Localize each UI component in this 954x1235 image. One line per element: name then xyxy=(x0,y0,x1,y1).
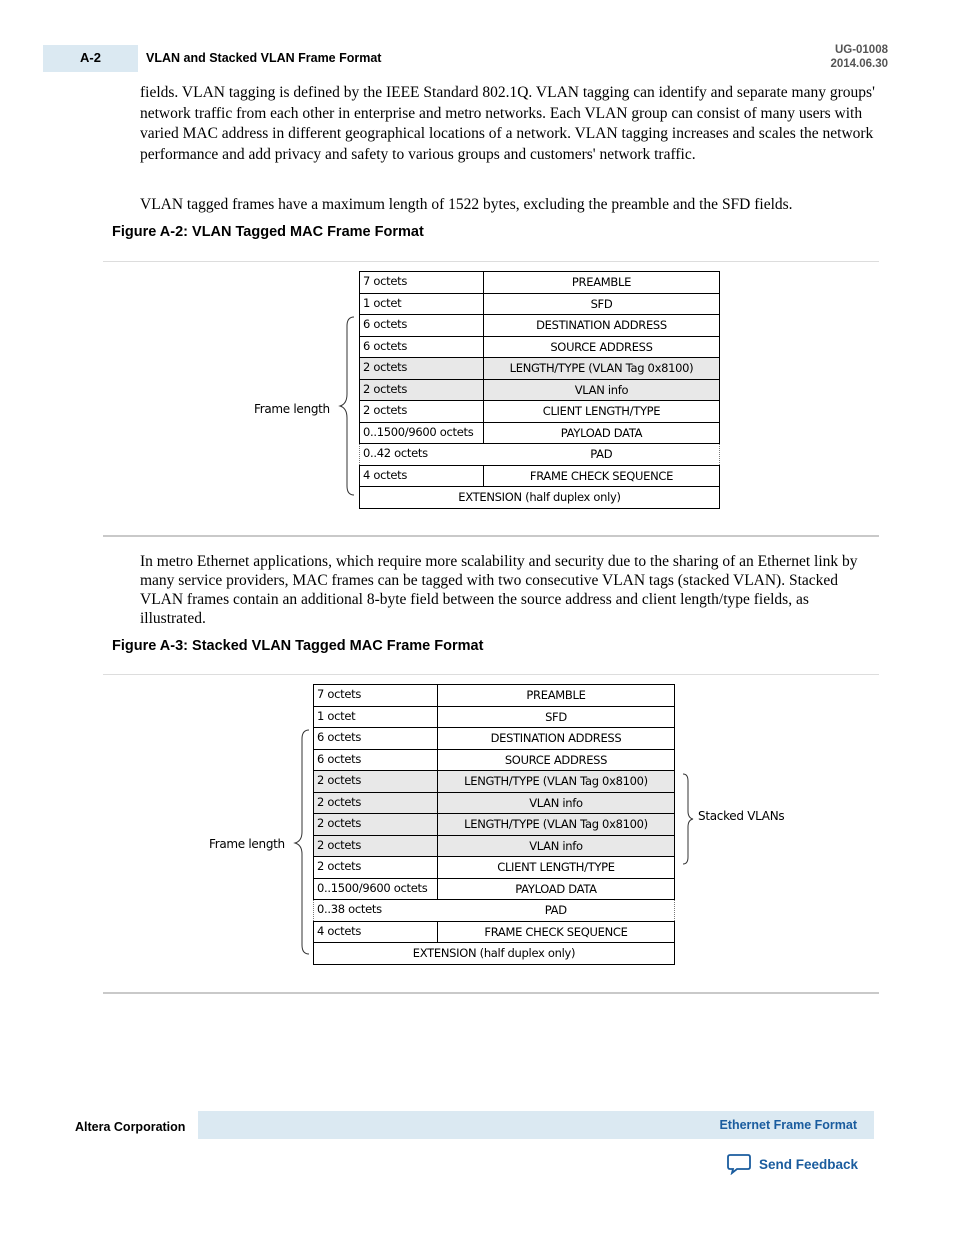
frame-row xyxy=(314,857,675,879)
extension-field: EXTENSION (half duplex only) xyxy=(360,487,720,509)
field-name: VLAN info xyxy=(484,379,720,401)
figure1-bottom-rule xyxy=(103,535,879,537)
figure1-top-rule xyxy=(103,261,879,262)
frame-row xyxy=(314,771,675,793)
octet-count: 6 octets xyxy=(314,728,438,750)
field-name: PAYLOAD DATA xyxy=(438,878,675,900)
figure2-bottom-rule xyxy=(103,992,879,994)
figure1-caption: Figure A-2: VLAN Tagged MAC Frame Format xyxy=(112,224,424,240)
octet-count: 2 octets xyxy=(360,358,484,380)
field-name: FRAME CHECK SEQUENCE xyxy=(438,921,675,943)
figure1-brace xyxy=(336,316,358,496)
extension-row xyxy=(314,943,675,965)
octet-count: 6 octets xyxy=(360,336,484,358)
frame-row xyxy=(314,814,675,836)
send-feedback-button[interactable] xyxy=(727,1153,858,1175)
field-name: PAYLOAD DATA xyxy=(484,422,720,444)
paragraph-vlan-length: VLAN tagged frames have a maximum length of 1522 bytes, excluding the preamble and the SFD fields. xyxy=(140,196,793,213)
frame-row xyxy=(360,272,720,294)
octet-count: 0..38 octets xyxy=(314,900,438,922)
field-name: LENGTH/TYPE (VLAN Tag 0x8100) xyxy=(438,814,675,836)
octet-count: 0..1500/9600 octets xyxy=(314,878,438,900)
figure1-frame-table xyxy=(359,271,720,509)
field-name: FRAME CHECK SEQUENCE xyxy=(484,465,720,487)
octet-count: 2 octets xyxy=(360,379,484,401)
frame-row xyxy=(314,878,675,900)
octet-count: 1 octet xyxy=(314,706,438,728)
octet-count: 7 octets xyxy=(360,272,484,294)
frame-row xyxy=(360,358,720,380)
octet-count: 0..42 octets xyxy=(360,444,484,466)
doc-id-block xyxy=(830,43,888,71)
octet-count: 2 octets xyxy=(314,857,438,879)
footer-section-link[interactable]: Ethernet Frame Format xyxy=(719,1118,857,1132)
frame-row xyxy=(314,835,675,857)
page-number: A-2 xyxy=(80,50,101,65)
figure2-brace xyxy=(291,729,313,955)
frame-row xyxy=(360,422,720,444)
frame-row xyxy=(360,336,720,358)
octet-count: 2 octets xyxy=(314,771,438,793)
frame-row xyxy=(360,315,720,337)
figure2-caption: Figure A-3: Stacked VLAN Tagged MAC Frame Format xyxy=(112,638,484,654)
paragraph-vlan-intro: fields. VLAN tagging is defined by the IEEE Standard 802.1Q. VLAN tagging can identify and separate many groups' network traffic from each other in enterprise and metro networks. Each VLAN group can consist of many users with varied MAC address in different geographical locations of a network. VLAN tagging increases and scales the network performance and add privacy and safety to various groups and customers' network traffic. xyxy=(140,84,875,163)
figure1-frame-length-label: Frame length xyxy=(254,402,330,416)
stacked-vlans-label: Stacked VLANs xyxy=(698,809,785,823)
doc-id: UG-01008 xyxy=(834,44,888,56)
field-name: DESTINATION ADDRESS xyxy=(438,728,675,750)
octet-count: 4 octets xyxy=(314,921,438,943)
figure2-frame-table xyxy=(313,684,675,965)
octet-count: 4 octets xyxy=(360,465,484,487)
octet-count: 6 octets xyxy=(360,315,484,337)
octet-count: 2 octets xyxy=(360,401,484,423)
field-name: SFD xyxy=(484,293,720,315)
field-name: DESTINATION ADDRESS xyxy=(484,315,720,337)
field-name: SFD xyxy=(438,706,675,728)
field-name: SOURCE ADDRESS xyxy=(484,336,720,358)
field-name: PAD xyxy=(484,444,720,466)
field-name: PREAMBLE xyxy=(438,685,675,707)
footer-company: Altera Corporation xyxy=(75,1120,186,1134)
figure2-frame-length-label: Frame length xyxy=(209,837,285,851)
extension-row xyxy=(360,487,720,509)
send-feedback-label: Send Feedback xyxy=(759,1156,859,1172)
frame-row xyxy=(360,379,720,401)
field-name: PREAMBLE xyxy=(484,272,720,294)
header-title: VLAN and Stacked VLAN Frame Format xyxy=(146,51,382,65)
frame-row xyxy=(314,749,675,771)
field-name: PAD xyxy=(438,900,675,922)
octet-count: 7 octets xyxy=(314,685,438,707)
figure2-top-rule xyxy=(103,674,879,675)
octet-count: 0..1500/9600 octets xyxy=(360,422,484,444)
octet-count: 2 octets xyxy=(314,835,438,857)
frame-row xyxy=(360,293,720,315)
frame-row xyxy=(314,728,675,750)
field-name: LENGTH/TYPE (VLAN Tag 0x8100) xyxy=(484,358,720,380)
field-name: VLAN info xyxy=(438,792,675,814)
octet-count: 1 octet xyxy=(360,293,484,315)
frame-row xyxy=(314,792,675,814)
frame-row xyxy=(360,465,720,487)
octet-count: 6 octets xyxy=(314,749,438,771)
octet-count: 2 octets xyxy=(314,814,438,836)
field-name: VLAN info xyxy=(438,835,675,857)
frame-row xyxy=(314,706,675,728)
field-name: LENGTH/TYPE (VLAN Tag 0x8100) xyxy=(438,771,675,793)
frame-row xyxy=(314,921,675,943)
field-name: CLIENT LENGTH/TYPE xyxy=(484,401,720,423)
frame-row xyxy=(314,900,675,922)
stacked-vlans-brace xyxy=(680,773,696,865)
frame-row xyxy=(314,685,675,707)
doc-date: 2014.06.30 xyxy=(830,58,888,70)
speech-bubble-icon xyxy=(727,1153,751,1175)
field-name: CLIENT LENGTH/TYPE xyxy=(438,857,675,879)
extension-field: EXTENSION (half duplex only) xyxy=(314,943,675,965)
field-name: SOURCE ADDRESS xyxy=(438,749,675,771)
frame-row xyxy=(360,444,720,466)
paragraph-metro-ethernet: In metro Ethernet applications, which require more scalability and security due to the sharing of an Ethernet link by many service providers, MAC frames can be tagged with two consecutive VLAN tags (stacked VLAN). Stacked VLAN frames contain an additional 8-byte field between the source address and client length/type fields, as illustrated. xyxy=(140,553,858,627)
octet-count: 2 octets xyxy=(314,792,438,814)
frame-row xyxy=(360,401,720,423)
